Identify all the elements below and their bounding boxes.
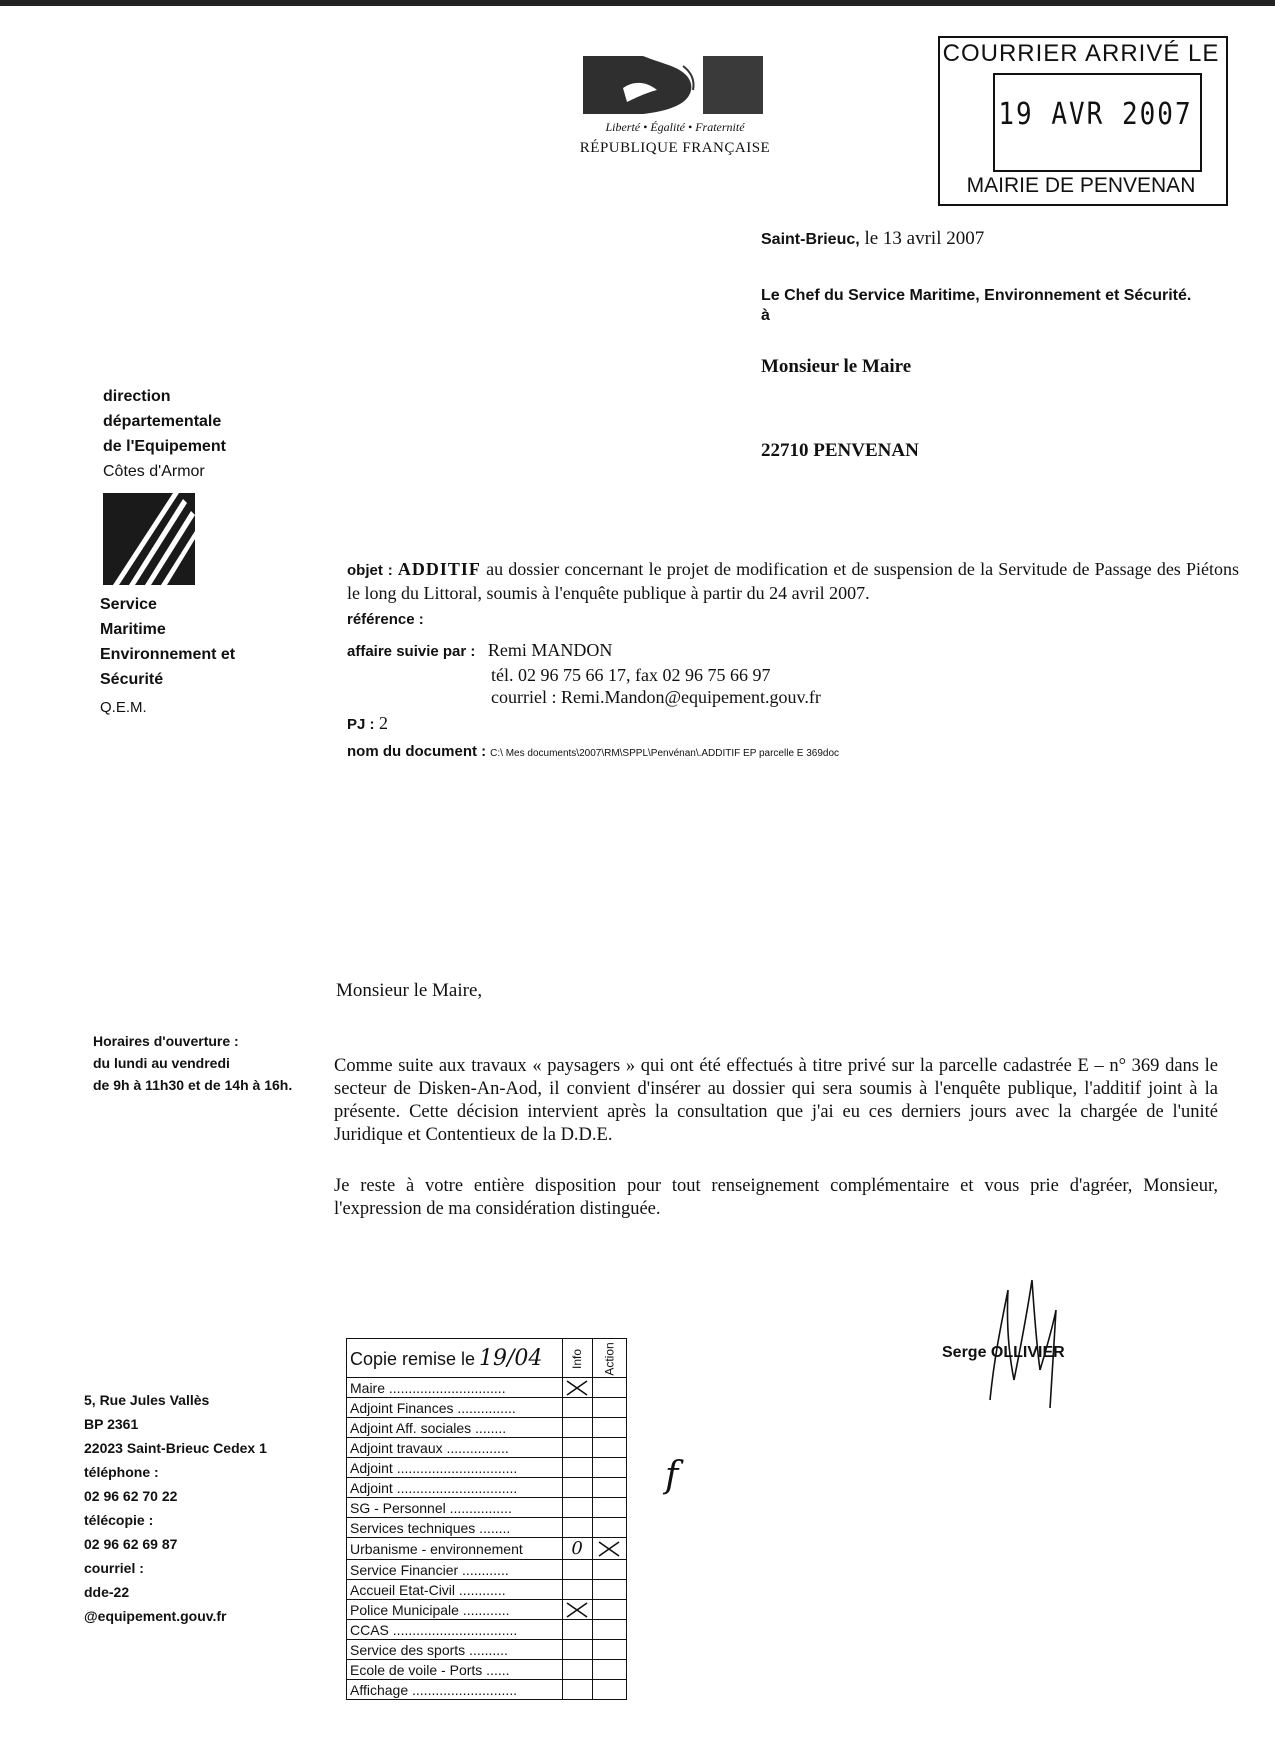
- distribution-row: [347, 1498, 627, 1518]
- nomdoc-value: C:\ Mes documents\2007\RM\SPPL\Penvénan\.ADDITIF EP parcelle E 369doc: [490, 748, 840, 759]
- hours-title: Horaires d'ouverture :: [93, 1033, 239, 1049]
- document-name: [347, 743, 839, 761]
- reference-label: référence :: [347, 611, 424, 628]
- distribution-row: [347, 1438, 627, 1458]
- x-mark-icon: [566, 1380, 588, 1396]
- distribution-info-cell: [562, 1660, 592, 1680]
- distribution-info-cell: [562, 1560, 592, 1580]
- stamp-title: COURRIER ARRIVÉ LE: [942, 40, 1220, 67]
- affaire-name: Remi MANDON: [487, 640, 613, 660]
- address-block: [84, 1388, 267, 1628]
- affaire: [347, 640, 612, 661]
- date-city: Saint-Brieuc,: [761, 231, 860, 248]
- distribution-action-cell: [592, 1538, 626, 1560]
- address-line: télécopie :: [84, 1512, 154, 1528]
- address-line: courriel :: [84, 1560, 144, 1576]
- distribution-row: [347, 1560, 627, 1580]
- hours-times: de 9h à 11h30 et de 14h à 16h.: [93, 1077, 293, 1093]
- address-line: téléphone :: [84, 1464, 159, 1480]
- distribution-row: [347, 1580, 627, 1600]
- distribution-table: [346, 1338, 627, 1730]
- distribution-info-cell: [562, 1498, 592, 1518]
- distribution-label: Adjoint Finances ...............: [347, 1398, 563, 1418]
- hours-days: du lundi au vendredi: [93, 1055, 230, 1071]
- affaire-email: courriel : Remi.Mandon@equipement.gouv.fr: [491, 687, 821, 707]
- distribution-info-cell: [562, 1478, 592, 1498]
- distribution-action-cell: [592, 1498, 626, 1518]
- dde-logo: [103, 493, 195, 585]
- signature: Serge OLLIVIER: [942, 1344, 1065, 1361]
- handwritten-signature: [980, 1270, 1070, 1410]
- distribution-action-cell: [592, 1640, 626, 1660]
- distribution-label: Service des sports ..........: [347, 1640, 563, 1660]
- salutation: Monsieur le Maire,: [336, 980, 483, 1001]
- service-line: Environnement et: [100, 646, 236, 663]
- pj-label: PJ :: [347, 716, 375, 733]
- logo-motto: Liberté • Égalité • Fraternité: [605, 120, 745, 134]
- distribution-action-cell: [592, 1438, 626, 1458]
- distribution-action-cell: [592, 1580, 626, 1600]
- distribution-info-cell: [562, 1600, 592, 1620]
- direction-block: [103, 384, 226, 484]
- affaire-label: affaire suivie par :: [347, 643, 476, 660]
- margin-mark: [665, 1455, 695, 1505]
- opening-hours: [93, 1030, 292, 1096]
- distribution-action-cell: [592, 1660, 626, 1680]
- service-block: [100, 592, 235, 692]
- distribution-action-cell: [592, 1680, 626, 1700]
- distribution-label: Ecole de voile - Ports ......: [347, 1660, 563, 1680]
- distribution-action-cell: [592, 1398, 626, 1418]
- service-line: Maritime: [100, 621, 166, 638]
- objet-text: au dossier concernant le projet de modification et de suspension de la Servitude de Passage des Piétons le long du Littoral, soumis à l'enquête publique à partir du 24 avril 2007.: [347, 559, 1240, 603]
- distribution-info-cell: [562, 1620, 592, 1640]
- distribution-row: [347, 1458, 627, 1478]
- stamp-date: 19 AVR 2007: [998, 97, 1193, 133]
- body-paragraph: Je reste à votre entière disposition pour tout renseignement complémentaire et vous prie d'agréer, Monsieur, l'expression de ma considération distinguée.: [334, 1176, 1218, 1219]
- body-paragraph: Comme suite aux travaux « paysagers » qui ont été effectués à titre privé sur la parcelle cadastrée E – n° 369 dans le secteur de Disken-An-Aod, il convient d'insérer au dossier qui sera soumis à l'enquête publique, l'additif joint à la présente. Cette décision intervient après la consultation que j'ai eu ces derniers jours avec la chargée de l'unité Juridique et Contentieux de la D.D.E.: [334, 1056, 1218, 1145]
- affaire-phone: tél. 02 96 75 66 17, fax 02 96 75 66 97: [491, 665, 771, 685]
- distribution-row: [347, 1620, 627, 1640]
- distribution-label: Services techniques ........: [347, 1518, 563, 1538]
- distribution-info-cell: [562, 1640, 592, 1660]
- x-mark-icon: [566, 1602, 588, 1618]
- distribution-header: [347, 1339, 627, 1378]
- address-line: 5, Rue Jules Vallès: [84, 1392, 210, 1408]
- col-info: Info: [570, 1348, 585, 1370]
- distribution-action-cell: [592, 1600, 626, 1620]
- distribution-row: [347, 1660, 627, 1680]
- distribution-action-cell: [592, 1620, 626, 1640]
- address-line: @equipement.gouv.fr: [84, 1608, 227, 1624]
- department: Côtes d'Armor: [103, 463, 205, 480]
- sender-to: à: [761, 307, 770, 324]
- distribution-label: Service Financier ............: [347, 1560, 563, 1580]
- recipient: Monsieur le Maire: [761, 356, 912, 377]
- distribution-label: Adjoint ...............................: [347, 1458, 563, 1478]
- logo-republique: RÉPUBLIQUE FRANÇAISE: [579, 140, 771, 156]
- distribution-info-cell: [562, 1580, 592, 1600]
- distribution-label: SG - Personnel ................: [347, 1498, 563, 1518]
- margin-letter: f: [665, 1455, 679, 1496]
- objet-label: objet :: [347, 562, 393, 579]
- distribution-row: [347, 1478, 627, 1498]
- recipient-city: 22710 PENVENAN: [761, 440, 919, 461]
- distribution-label: Affichage ...........................: [347, 1680, 563, 1700]
- distribution-row: [347, 1398, 627, 1418]
- distribution-info-cell: [562, 1438, 592, 1458]
- marianne-logo: [583, 56, 763, 114]
- direction-line: direction: [103, 388, 171, 405]
- distribution-title: Copie remise le: [350, 1348, 476, 1369]
- distribution-info-cell: [562, 1680, 592, 1700]
- distribution-action-cell: [592, 1458, 626, 1478]
- distribution-label: CCAS ................................: [347, 1620, 563, 1640]
- x-mark-icon: [598, 1541, 620, 1557]
- distribution-action-cell: [592, 1378, 626, 1398]
- distribution-label: Adjoint travaux ................: [347, 1438, 563, 1458]
- service-line: Service: [100, 596, 157, 613]
- address-line: 02 96 62 69 87: [84, 1536, 178, 1552]
- distribution-info-cell: [562, 1418, 592, 1438]
- distribution-label: Accueil Etat-Civil ............: [347, 1580, 563, 1600]
- distribution-title-cell: [347, 1339, 563, 1378]
- address-line: 02 96 62 70 22: [84, 1488, 178, 1504]
- distribution-action-cell: [592, 1518, 626, 1538]
- distribution-info-cell: [562, 1458, 592, 1478]
- distribution-date: 19/04: [478, 1345, 543, 1371]
- pj-value: 2: [379, 713, 389, 733]
- direction-line: de l'Equipement: [103, 438, 226, 455]
- address-line: BP 2361: [84, 1416, 139, 1432]
- distribution-row: [347, 1640, 627, 1660]
- pj: [347, 713, 388, 734]
- direction-line: départementale: [103, 413, 222, 430]
- col-action: Action: [602, 1342, 617, 1376]
- distribution-row: [347, 1418, 627, 1438]
- distribution-label: Maire ..............................: [347, 1378, 563, 1398]
- distribution-action-cell: [592, 1560, 626, 1580]
- distribution-label: Adjoint ...............................: [347, 1478, 563, 1498]
- distribution-label: Urbanisme - environnement: [347, 1538, 563, 1560]
- address-line: 22023 Saint-Brieuc Cedex 1: [84, 1440, 267, 1456]
- nomdoc-label: nom du document :: [347, 743, 487, 760]
- distribution-label: Police Municipale ............: [347, 1600, 563, 1620]
- distribution-action-cell: [592, 1478, 626, 1498]
- distribution-info-cell: [562, 1378, 592, 1398]
- objet-keyword: ADDITIF: [397, 559, 481, 579]
- sender-title: Le Chef du Service Maritime, Environnement et Sécurité.: [761, 287, 1192, 304]
- unit-code: Q.E.M.: [100, 699, 147, 716]
- col-info-header: [562, 1339, 592, 1378]
- letter-date: [761, 228, 984, 250]
- subject: [347, 558, 1239, 605]
- address-line: dde-22: [84, 1584, 130, 1600]
- distribution-row: [347, 1518, 627, 1538]
- stamp-mairie: MAIRIE DE PENVENAN: [966, 174, 1196, 197]
- scan-top-edge: [0, 0, 1275, 6]
- circle-mark: 0: [571, 1538, 583, 1559]
- date-text: le 13 avril 2007: [864, 228, 985, 249]
- distribution-row: [347, 1538, 627, 1560]
- col-action-header: [592, 1339, 626, 1378]
- distribution-label: Adjoint Aff. sociales ........: [347, 1418, 563, 1438]
- distribution-info-cell: [562, 1398, 592, 1418]
- distribution-row: [347, 1378, 627, 1398]
- distribution-info-cell: [562, 1538, 592, 1560]
- distribution-row: [347, 1600, 627, 1620]
- service-line: Sécurité: [100, 671, 164, 688]
- distribution-info-cell: [562, 1518, 592, 1538]
- distribution-action-cell: [592, 1418, 626, 1438]
- distribution-row: [347, 1680, 627, 1700]
